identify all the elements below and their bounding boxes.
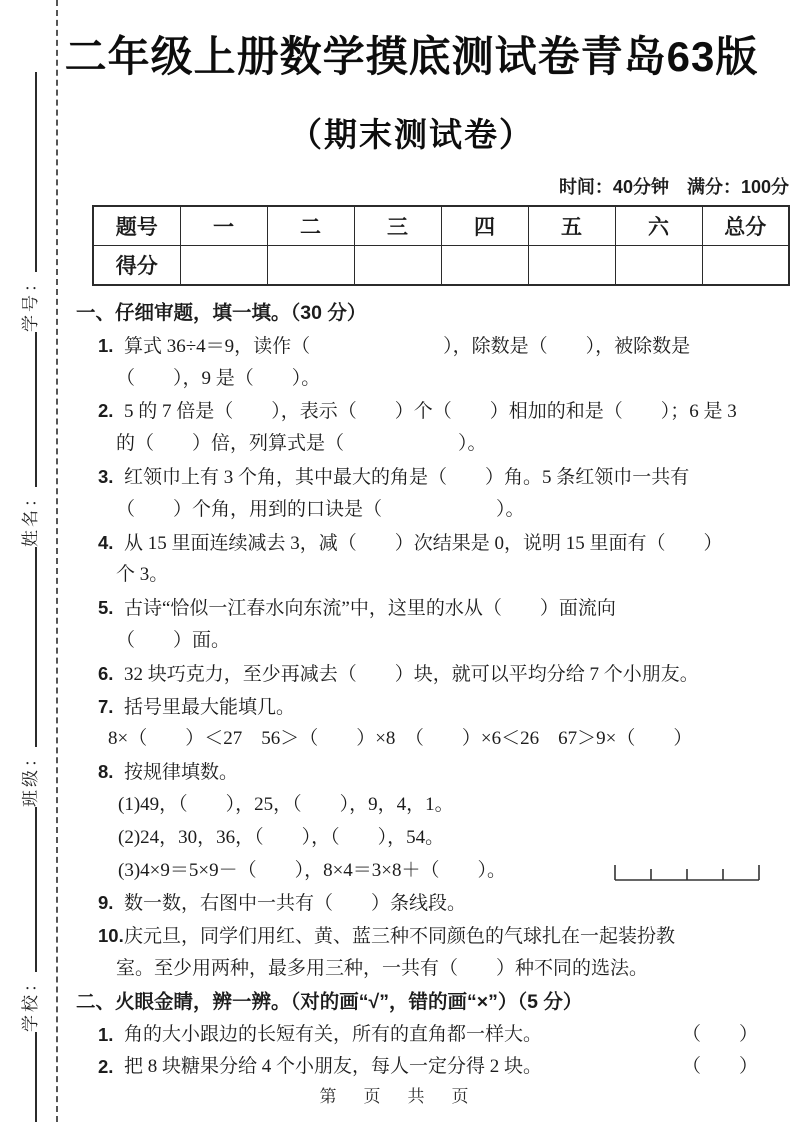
line-segments-drawing: [612, 860, 762, 886]
sidebar-field-name: 姓名：: [20, 487, 40, 547]
number-pattern-line: (2)24，30，36，（ ），（ ），54。: [118, 826, 445, 848]
score-table-col: 四: [441, 206, 528, 246]
line-segments-figure: [612, 860, 762, 891]
score-table-col: 五: [528, 206, 615, 246]
score-table: [92, 205, 790, 286]
question-number: 2.: [98, 1056, 114, 1078]
sidebar-field-class: 班级：: [20, 747, 40, 807]
sidebar-field-school: 学校：: [20, 972, 40, 1032]
section-heading-2: 二、火眼金睛，辨一辨。（对的画“√”，错的画“×”）（5 分）: [76, 990, 583, 1013]
score-table-header-row: [93, 206, 789, 246]
paper-title: 二年级上册数学摸底测试卷青岛63版: [64, 33, 759, 80]
question-number: 1.: [98, 1023, 114, 1045]
question-continuation: 室。至少用两种，最多用三种，一共有（ ）种不同的选法。: [116, 957, 649, 979]
question-continuation: 个 3。: [116, 564, 169, 586]
score-cell: [615, 246, 702, 286]
paper-subtitle: （期末测试卷）: [289, 116, 534, 153]
score-cell: [354, 246, 441, 286]
inequality-exercise-line: 8×（ ）＜27 56＞（ ）×8 （ ）×6＜26 67＞9×（ ）: [108, 728, 693, 750]
page-footer: 第 页 共 页: [319, 1087, 474, 1106]
question-line: 4. 从 15 里面连续减去 3，减（ ）次结果是 0，说明 15 里面有（ ）: [58, 527, 793, 560]
question-number: 8.: [98, 761, 114, 783]
paper-content: [58, 0, 793, 1122]
section-heading-1: 一、仔细审题，填一填。（30 分）: [76, 302, 367, 324]
sidebar-blank-line: [20, 332, 37, 487]
question-number: 5.: [98, 597, 114, 619]
true-false-line: 2. 把 8 块糖果分给 4 个小朋友，每人一定分得 2 块。 （ ）: [58, 1051, 793, 1084]
question-line: 2. 5 的 7 倍是（ ），表示（ ）个（ ）相加的和是（ ）；6 是 3: [58, 395, 793, 428]
sidebar-blank-line: [20, 807, 37, 972]
sidebar-field-student-number: 学号：: [20, 272, 40, 332]
number-pattern-line: (1)49，（ ），25，（ ），9，4，1。: [118, 793, 454, 815]
score-table-label-score: 得分: [93, 246, 180, 286]
score-cell: [180, 246, 267, 286]
question-line: 7. 括号里最大能填几。: [58, 691, 793, 724]
answer-bracket: （ ）: [681, 1023, 758, 1045]
question-continuation: （ ）个角，用到的口诀是（ ）。: [116, 498, 525, 520]
number-pattern-line: (3)4×9＝5×9－（ ），8×4＝3×8＋（ ）。: [118, 859, 507, 881]
score-table-label-question-no: 题号: [93, 206, 180, 246]
score-cell: [528, 246, 615, 286]
question-line: 10.庆元旦，同学们用红、黄、蓝三种不同颜色的气球扎在一起装扮教: [58, 920, 793, 953]
question-number: 9.: [98, 892, 114, 914]
true-false-line: 1. 角的大小跟边的长短有关，所有的直角都一样大。 （ ）: [58, 1019, 793, 1052]
sidebar-rotated-strip: [0, 0, 56, 1122]
score-table-col: 六: [615, 206, 702, 246]
score-table-col: 一: [180, 206, 267, 246]
questions-area: [58, 297, 793, 1084]
question-continuation: 的（ ）倍，列算式是（ ）。: [116, 433, 487, 455]
time-and-score-info: 时间：40分钟 满分：100分: [558, 177, 789, 197]
question-line: 3. 红领巾上有 3 个角，其中最大的角是（ ）角。5 条红领巾一共有: [58, 461, 793, 494]
question-number: 10.: [98, 925, 124, 947]
question-number: 2.: [98, 400, 114, 422]
answer-bracket: （ ）: [681, 1056, 758, 1078]
question-line: 6. 32 块巧克力，至少再减去（ ）块，就可以平均分给 7 个小朋友。: [58, 658, 793, 691]
question-line: 9. 数一数，右图中一共有（ ）条线段。: [58, 887, 793, 920]
sidebar-blank-line: [20, 72, 37, 272]
question-number: 3.: [98, 465, 114, 487]
sidebar-student-info: [0, 0, 58, 1122]
question-line: 5. 古诗“恰似一江春水向东流”中，这里的水从（ ）面流向: [58, 592, 793, 625]
question-number: 6.: [98, 662, 114, 684]
score-table-col: 二: [267, 206, 354, 246]
question-line: 8. 按规律填数。: [58, 756, 793, 789]
sidebar-blank-line: [20, 547, 37, 747]
score-cell: [441, 246, 528, 286]
sidebar-blank-line: [20, 1032, 37, 1122]
score-cell: [702, 246, 789, 286]
score-cell: [267, 246, 354, 286]
score-table-score-row: [93, 246, 789, 286]
question-line: 1. 算式 36÷4＝9，读作（ ），除数是（ ），被除数是: [58, 330, 793, 363]
score-table-col: 三: [354, 206, 441, 246]
score-table-col: 总分: [702, 206, 789, 246]
question-continuation: （ ）面。: [116, 629, 231, 651]
question-number: 7.: [98, 695, 114, 717]
question-number: 4.: [98, 531, 114, 553]
question-number: 1.: [98, 334, 114, 356]
question-continuation: （ ），9 是（ ）。: [116, 367, 321, 389]
